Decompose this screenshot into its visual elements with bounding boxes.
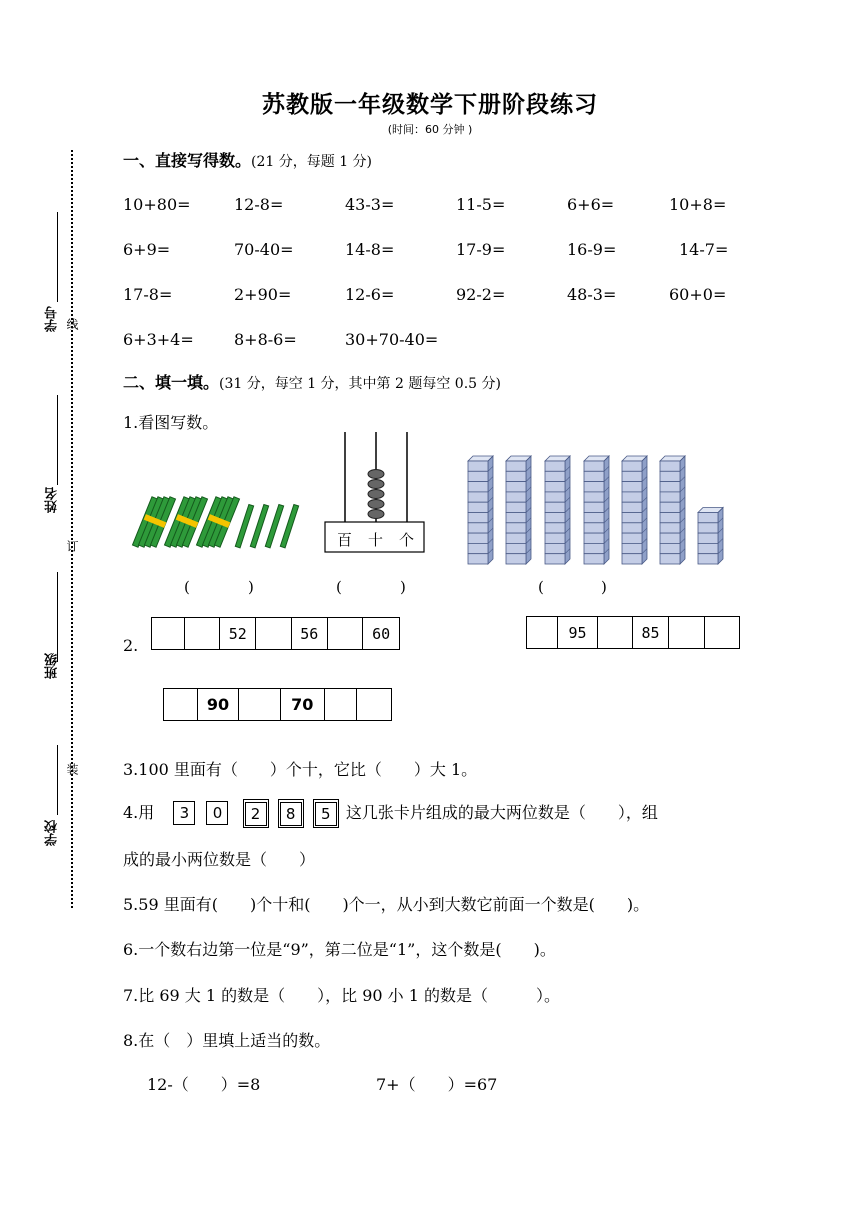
binding-line-student-id: [57, 212, 58, 302]
arithmetic-item[interactable]: 17-8=: [123, 285, 173, 304]
seq-cell: 95: [558, 617, 598, 648]
arithmetic-item[interactable]: 43-3=: [345, 195, 395, 214]
cube-tower: [468, 456, 493, 564]
binding-line-school: [57, 745, 58, 815]
arithmetic-item[interactable]: 16-9=: [567, 240, 617, 259]
binding-label-student-id: 学号: [45, 306, 60, 332]
seq-cell[interactable]: [328, 618, 364, 649]
arithmetic-item[interactable]: 6+9=: [123, 240, 171, 259]
seq-cell[interactable]: [164, 689, 198, 720]
q8-label: 8.在（ ）里填上适当的数。: [123, 1031, 331, 1050]
cube-tower: [545, 456, 570, 564]
arithmetic-item[interactable]: 92-2=: [456, 285, 506, 304]
seq-cell[interactable]: [239, 689, 281, 720]
arithmetic-item[interactable]: 14-8=: [345, 240, 395, 259]
arithmetic-item[interactable]: 12-8=: [234, 195, 284, 214]
q4-line2: 成的最小两位数是（ ）: [123, 850, 316, 869]
binding-dotted-line: [71, 150, 73, 908]
q8-equation-1: 12-（ ）=8: [147, 1075, 261, 1094]
section1-title: 一、直接写得数。: [123, 151, 252, 170]
q3-text: 3.100 里面有（ ）个十，它比（ ）大 1。: [123, 760, 478, 779]
binding-line-class: [57, 572, 58, 662]
binding-mark-bind: 装: [65, 763, 79, 775]
arithmetic-item[interactable]: 6+6=: [567, 195, 615, 214]
arithmetic-item[interactable]: 12-6=: [345, 285, 395, 304]
seq-cell[interactable]: [527, 617, 558, 648]
q1-label: 1.看图写数。: [123, 413, 219, 432]
digit-card: 0: [206, 801, 228, 825]
arithmetic-item[interactable]: 11-5=: [456, 195, 506, 214]
seq-cell: 60: [372, 624, 391, 643]
cube-tower: [660, 456, 685, 564]
seq-cell: 90: [198, 689, 240, 720]
binding-label-school: 学校: [45, 820, 60, 846]
seq-cell: 85: [633, 617, 669, 648]
cube-tower: [622, 456, 647, 564]
abacus-label-ones: 个: [399, 531, 415, 549]
q7-text: 7.比 69 大 1 的数是（ ），比 90 小 1 的数是（ ）。: [123, 986, 561, 1005]
q1-blank-open[interactable]: (: [184, 578, 190, 596]
q4-line1: [123, 799, 658, 828]
arithmetic-item[interactable]: 2+90=: [234, 285, 292, 304]
seq-cell[interactable]: [325, 689, 358, 720]
arithmetic-item[interactable]: 17-9=: [456, 240, 506, 259]
arithmetic-item[interactable]: 10+8=: [669, 195, 727, 214]
section1-note: (21 分，每题 1 分): [251, 154, 373, 170]
q4-suffix: 这几张卡片组成的最大两位数是（ ），组: [345, 802, 658, 822]
seq-cell[interactable]: [256, 618, 292, 649]
seq-cell[interactable]: [705, 617, 739, 648]
cube-tower: [506, 456, 531, 564]
digit-card-frame: [313, 799, 339, 828]
arithmetic-item[interactable]: 60+0=: [669, 285, 727, 304]
seq-cell[interactable]: [669, 617, 705, 648]
binding-mark-staple: 订: [65, 540, 79, 552]
number-sequence-box-3: [163, 688, 392, 721]
abacus-label-hundreds: 百: [337, 531, 353, 549]
sticks-figure: [130, 490, 305, 555]
q1-blank-close: ): [601, 578, 607, 596]
single-sticks: [235, 504, 298, 547]
digit-card: 8: [280, 802, 302, 826]
arithmetic-item[interactable]: 6+3+4=: [123, 330, 194, 349]
cube-tower: [584, 456, 609, 564]
section2-heading: [123, 370, 501, 393]
abacus-label-tens: 十: [368, 531, 384, 549]
section1-heading: [123, 148, 372, 171]
seq-cell[interactable]: [152, 618, 185, 649]
digit-card-frame: [243, 799, 269, 828]
arithmetic-item[interactable]: 8+8-6=: [234, 330, 297, 349]
binding-label-class: 班级: [45, 653, 60, 679]
number-sequence-box-2: [526, 616, 740, 649]
seq-cell: 70: [281, 689, 325, 720]
section2-title: 二、填一填。: [123, 373, 220, 392]
q2-label: 2.: [123, 636, 139, 655]
binding-label-name: 姓名: [45, 487, 60, 513]
cube-towers-figure: [465, 450, 730, 568]
page-subtitle: (时间：60 分钟 ): [387, 123, 473, 136]
q5-text: 5.59 里面有( )个十和( )个一，从小到大数它前面一个数是( )。: [123, 895, 650, 914]
q1-blank-open[interactable]: (: [538, 578, 544, 596]
number-sequence-box-1: [151, 617, 400, 650]
seq-cell[interactable]: [185, 618, 221, 649]
q1-blank-open[interactable]: (: [336, 578, 342, 596]
cube-tower: [698, 508, 723, 565]
arithmetic-item[interactable]: 14-7=: [679, 240, 729, 259]
seq-cell: 52: [220, 618, 256, 649]
digit-card-frame: [278, 799, 304, 828]
seq-cell[interactable]: [598, 617, 633, 648]
seq-cell[interactable]: [357, 689, 391, 720]
q4-prefix: 4.用: [123, 802, 155, 822]
digit-card: 2: [245, 802, 267, 826]
binding-mark-line: 线: [65, 318, 79, 330]
q6-text: 6.一个数右边第一位是“9”，第二位是“1”，这个数是( )。: [123, 940, 556, 959]
q1-blank-close: ): [400, 578, 406, 596]
q1-blank-close: ): [248, 578, 254, 596]
page-title: 苏教版一年级数学下册阶段练习: [262, 92, 598, 118]
arithmetic-item[interactable]: 48-3=: [567, 285, 617, 304]
seq-cell: 56: [292, 618, 328, 649]
arithmetic-item[interactable]: 10+80=: [123, 195, 191, 214]
digit-card: 5: [315, 802, 337, 826]
binding-line-name: [57, 395, 58, 485]
q8-equation-2: 7+（ ）=67: [376, 1075, 498, 1094]
arithmetic-item[interactable]: 30+70-40=: [345, 330, 439, 349]
arithmetic-item[interactable]: 70-40=: [234, 240, 294, 259]
digit-card: 3: [173, 801, 195, 825]
section2-note: (31 分，每空 1 分，其中第 2 题每空 0.5 分): [219, 376, 501, 392]
